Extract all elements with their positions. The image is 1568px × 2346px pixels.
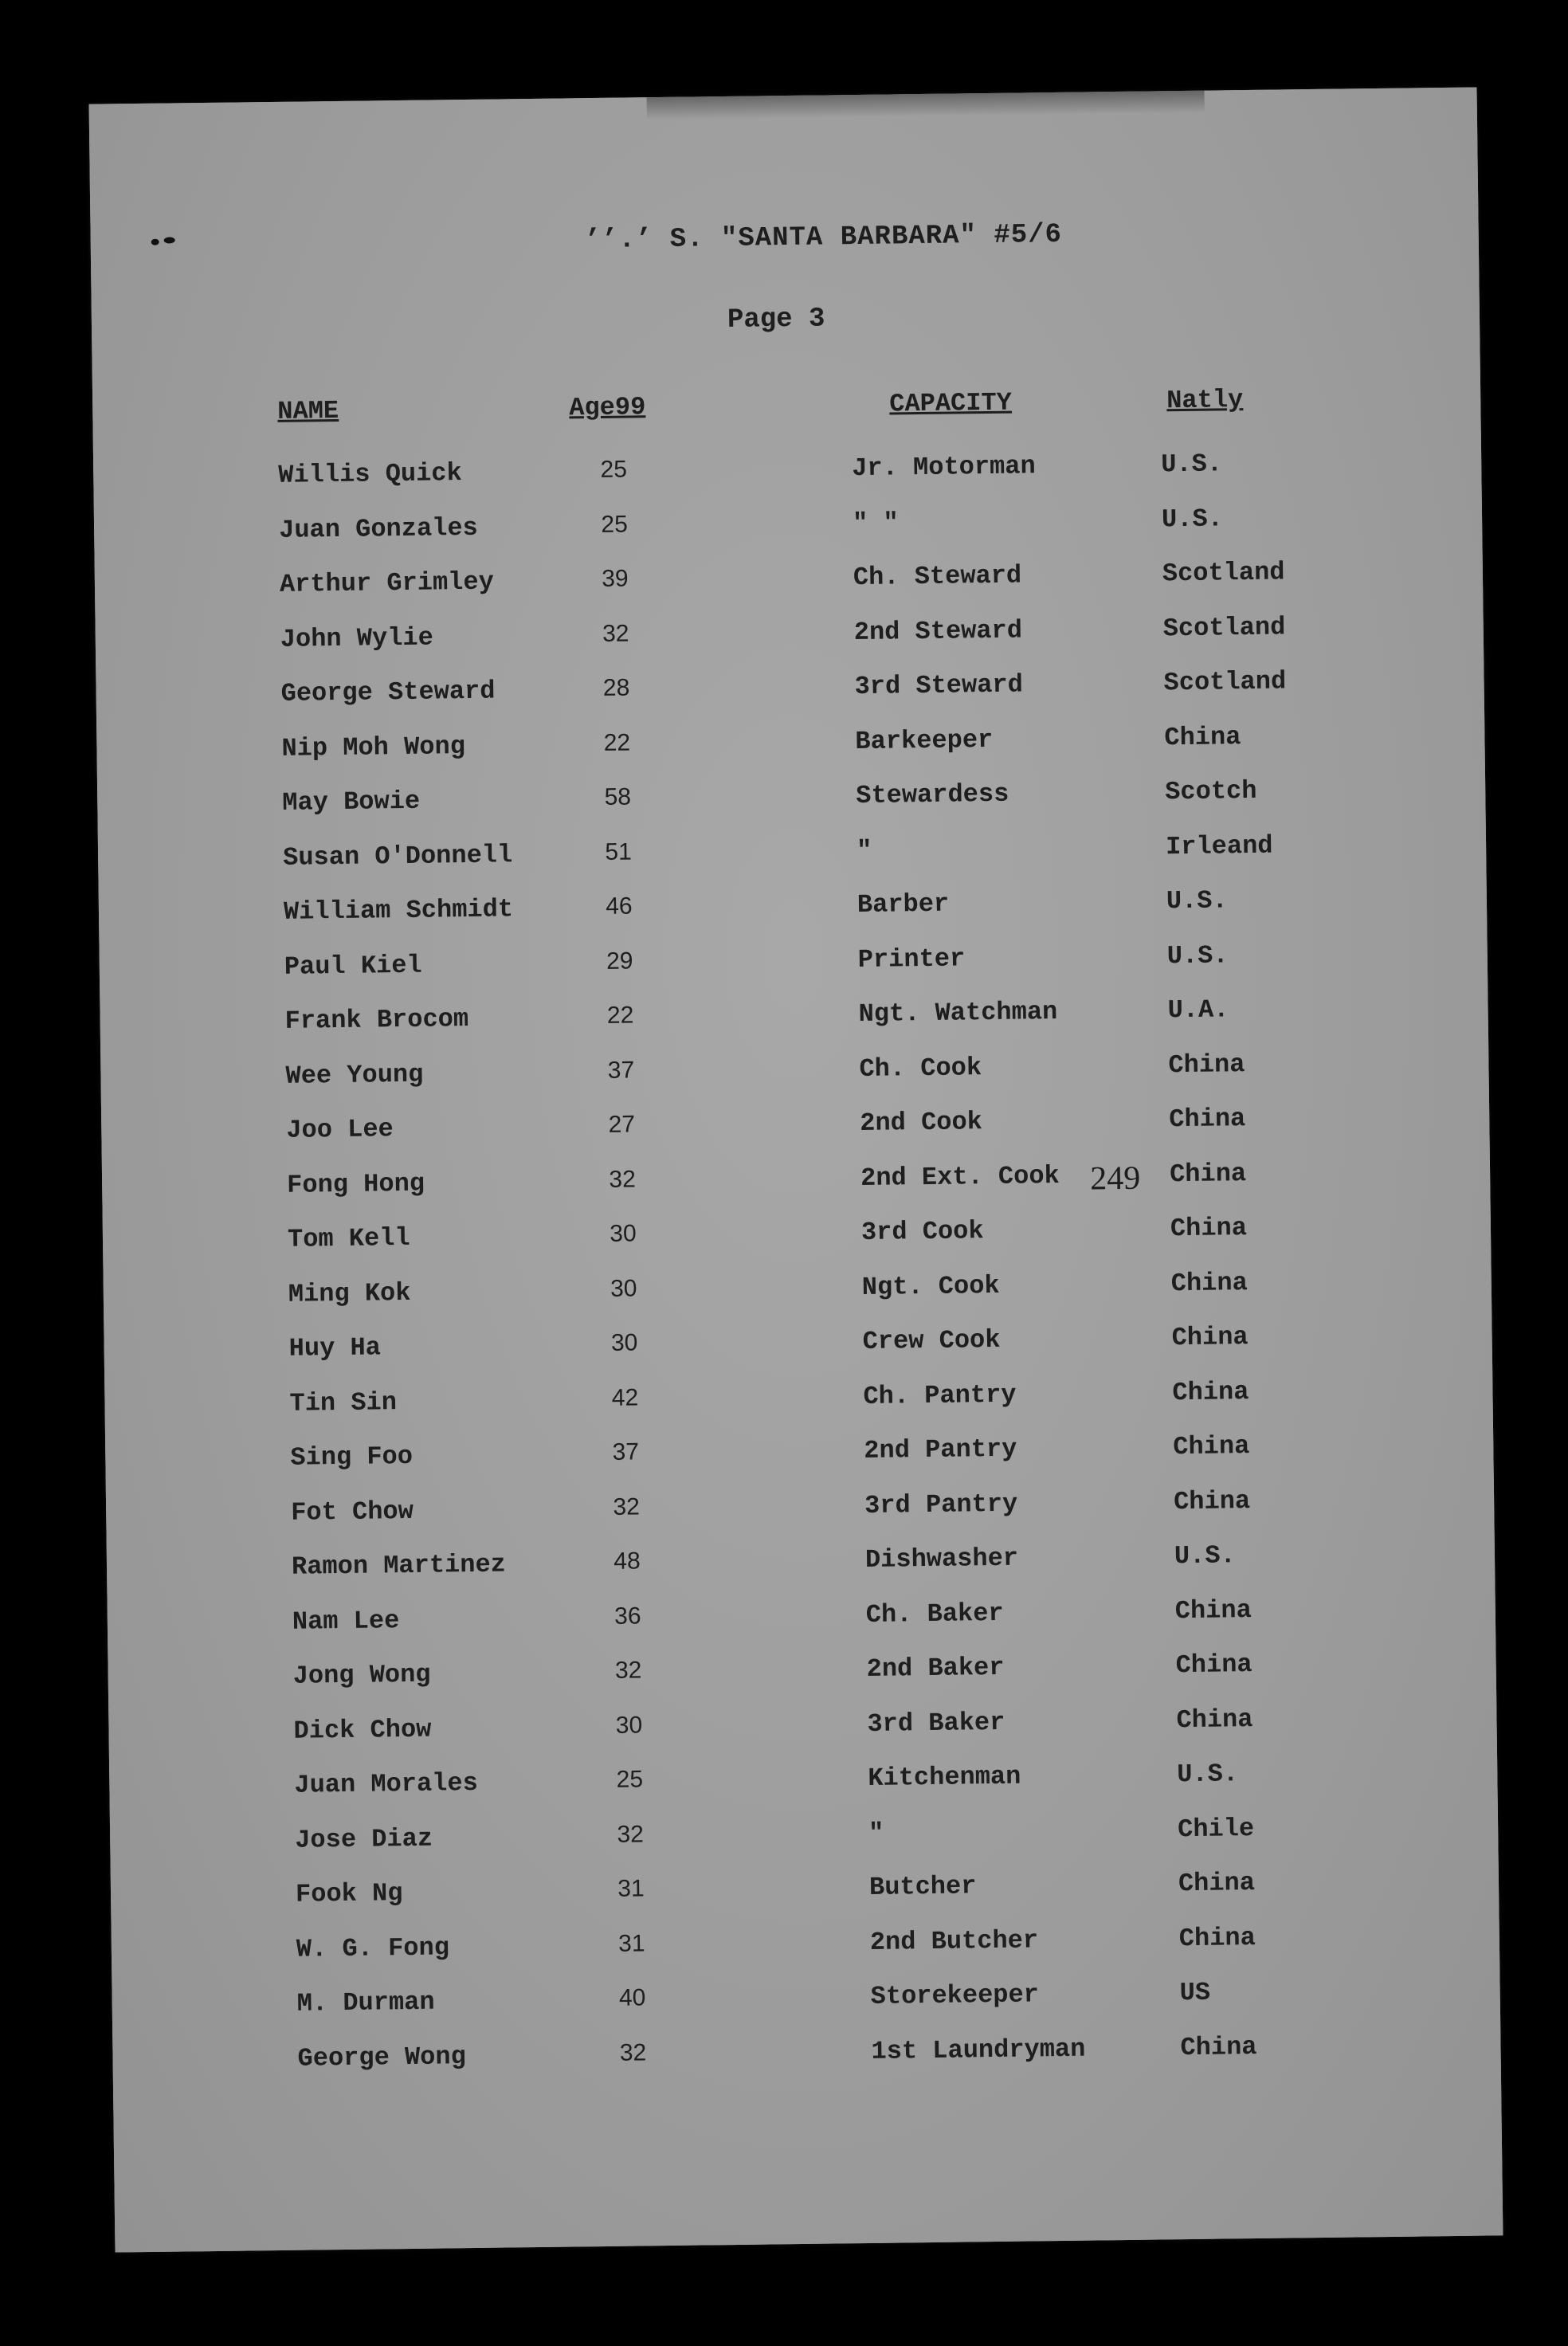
crew-row — [98, 828, 1487, 892]
crew-nationality: China — [1172, 1376, 1249, 1407]
crew-row — [96, 719, 1485, 783]
crew-capacity: Ch. Baker — [865, 1598, 1004, 1630]
crew-capacity: Ngt. Watchman — [858, 996, 1058, 1030]
crew-capacity: " " — [852, 507, 899, 538]
crew-capacity: Barber — [857, 889, 950, 920]
crew-name: Huy Ha — [288, 1332, 382, 1363]
crew-capacity: Jr. Motorman — [852, 451, 1036, 484]
crew-nationality: China — [1168, 1049, 1245, 1080]
crew-row — [99, 882, 1488, 947]
crew-age: 22 — [603, 729, 631, 756]
handwritten-number: 249 — [1089, 1159, 1141, 1198]
crew-row — [102, 1155, 1491, 1220]
crew-age: 36 — [613, 1602, 641, 1630]
crew-nationality: Scotland — [1163, 666, 1287, 698]
crew-capacity: Crew Cook — [862, 1324, 1001, 1356]
crew-nationality: US — [1179, 1977, 1211, 2008]
crew-nationality: U.S. — [1160, 449, 1223, 480]
crew-nationality: U.S. — [1166, 885, 1228, 916]
crew-capacity: Dishwasher — [864, 1543, 1019, 1575]
crew-capacity: 1st Laundryman — [871, 2034, 1086, 2066]
crew-row — [104, 1319, 1492, 1383]
column-header-name: NAME — [277, 395, 339, 426]
crew-row — [105, 1428, 1494, 1493]
crew-name: Joo Lee — [286, 1114, 394, 1145]
crew-row — [93, 445, 1482, 510]
crew-name: Ming Kok — [288, 1277, 411, 1309]
crew-age: 30 — [615, 1711, 643, 1739]
crew-row — [100, 1046, 1489, 1111]
crew-name: Nip Moh Wong — [281, 731, 466, 763]
crew-name: George Wong — [297, 2041, 467, 2073]
crew-name: Susan O'Donnell — [282, 839, 513, 873]
crew-age: 29 — [606, 947, 633, 975]
crew-name: Jose Diaz — [294, 1823, 433, 1855]
crew-name: Dick Chow — [293, 1714, 432, 1746]
crew-capacity: 2nd Ext. Cook — [860, 1160, 1060, 1193]
crew-capacity: " — [868, 1818, 884, 1848]
crew-row — [97, 773, 1486, 838]
crew-capacity: Barkeeper — [855, 724, 994, 756]
crew-name: John Wylie — [280, 622, 434, 654]
crew-capacity: 2nd Butcher — [869, 1924, 1039, 1957]
crew-nationality: Irleand — [1165, 830, 1273, 861]
crew-nationality: China — [1164, 721, 1241, 752]
ink-blot — [164, 237, 175, 243]
crew-age: 25 — [601, 511, 628, 538]
crew-row — [112, 1920, 1500, 1984]
crew-name: W. G. Fong — [296, 1932, 450, 1964]
column-header-capacity: CAPACITY — [889, 387, 1013, 419]
crew-capacity: 3rd Steward — [854, 669, 1024, 702]
crew-nationality: China — [1169, 1158, 1247, 1189]
document-page — [89, 87, 1503, 2252]
crew-age: 32 — [609, 1165, 637, 1193]
crew-capacity: " — [856, 835, 872, 865]
crew-row — [100, 991, 1488, 1056]
crew-row — [111, 1865, 1499, 1929]
crew-age: 39 — [602, 565, 629, 592]
crew-age: 30 — [610, 1220, 637, 1247]
crew-age: 31 — [617, 1929, 645, 1957]
crew-age: 30 — [610, 1274, 637, 1302]
crew-capacity: Kitchenman — [868, 1761, 1021, 1793]
crew-capacity: 3rd Baker — [867, 1707, 1005, 1739]
crew-name: Tin Sin — [289, 1387, 398, 1418]
crew-age: 32 — [613, 1493, 641, 1520]
crew-capacity: Ch. Steward — [853, 560, 1022, 593]
crew-nationality: China — [1178, 1922, 1256, 1953]
crew-nationality: China — [1180, 2031, 1257, 2062]
crew-nationality: U.A. — [1167, 994, 1229, 1026]
crew-age: 32 — [614, 1657, 642, 1684]
crew-age: 32 — [602, 620, 629, 647]
crew-nationality: Scotland — [1162, 611, 1286, 643]
torn-edge — [647, 91, 1205, 120]
crew-age: 58 — [604, 783, 632, 810]
crew-row — [108, 1646, 1497, 1711]
crew-capacity: 3rd Cook — [860, 1216, 984, 1248]
crew-row — [101, 1100, 1490, 1165]
crew-nationality: U.S. — [1161, 503, 1224, 534]
crew-age: 37 — [612, 1438, 640, 1465]
crew-age: 25 — [600, 456, 628, 483]
crew-name: Sing Foo — [290, 1441, 414, 1473]
crew-name: Arthur Grimley — [279, 567, 495, 599]
crew-capacity: Ch. Pantry — [863, 1379, 1017, 1411]
crew-nationality: China — [1173, 1431, 1250, 1462]
crew-age: 31 — [617, 1875, 645, 1902]
crew-nationality: China — [1176, 1704, 1253, 1735]
crew-row — [104, 1374, 1493, 1438]
crew-name: Jong Wong — [292, 1659, 431, 1691]
crew-name: Fook Ng — [295, 1878, 403, 1909]
crew-name: George Steward — [280, 676, 496, 708]
crew-capacity: Printer — [857, 943, 966, 975]
crew-age: 30 — [610, 1329, 638, 1356]
crew-age: 42 — [611, 1383, 639, 1411]
crew-name: Fot Chow — [290, 1496, 414, 1528]
crew-age: 51 — [605, 838, 632, 865]
crew-capacity: Stewardess — [856, 779, 1009, 811]
crew-age: 22 — [606, 1002, 634, 1029]
page-number-label: Page 3 — [727, 304, 825, 335]
crew-age: 37 — [607, 1056, 635, 1084]
crew-name: Tom Kell — [287, 1222, 410, 1254]
crew-row — [112, 2029, 1501, 2093]
crew-nationality: Chile — [1177, 1813, 1255, 1844]
crew-capacity: 2nd Steward — [853, 614, 1023, 647]
crew-nationality: China — [1170, 1267, 1249, 1298]
crew-capacity: Ch. Cook — [859, 1052, 982, 1084]
crew-row — [107, 1537, 1495, 1602]
crew-row — [100, 937, 1488, 1002]
crew-row — [96, 664, 1484, 728]
crew-row — [96, 610, 1484, 674]
crew-nationality: Scotch — [1165, 775, 1257, 807]
column-header-age: Age99 — [569, 392, 646, 423]
crew-capacity: 2nd Cook — [860, 1107, 983, 1139]
crew-name: Paul Kiel — [284, 950, 422, 982]
crew-row — [94, 500, 1483, 565]
crew-capacity: Butcher — [868, 1871, 977, 1902]
crew-nationality: China — [1170, 1213, 1248, 1244]
crew-name: Juan Morales — [294, 1767, 479, 1800]
crew-capacity: Storekeeper — [870, 1979, 1040, 2011]
crew-age: 25 — [616, 1766, 644, 1793]
crew-name: Fong Hong — [286, 1168, 425, 1200]
crew-age: 32 — [617, 1820, 645, 1848]
crew-nationality: China — [1175, 1650, 1252, 1681]
crew-row — [110, 1810, 1499, 1875]
crew-capacity: 2nd Baker — [866, 1652, 1005, 1684]
column-header-nationality: Natly — [1166, 385, 1244, 416]
crew-age: 32 — [619, 2038, 647, 2066]
crew-row — [103, 1210, 1492, 1274]
crew-name: Frank Brocom — [284, 1004, 469, 1036]
crew-nationality: China — [1178, 1868, 1256, 1899]
crew-row — [95, 555, 1484, 619]
document-title: ’’.’ S. "SANTA BARBARA" #5/6 — [584, 219, 1063, 257]
crew-row — [108, 1592, 1496, 1657]
crew-age: 48 — [613, 1548, 641, 1575]
crew-row — [104, 1265, 1492, 1329]
ink-blot — [151, 239, 159, 245]
crew-nationality: Scotland — [1162, 557, 1285, 589]
crew-nationality: U.S. — [1177, 1759, 1239, 1790]
crew-name: Wee Young — [285, 1059, 424, 1091]
crew-nationality: China — [1171, 1322, 1249, 1353]
crew-row — [109, 1756, 1498, 1820]
crew-row — [106, 1483, 1495, 1548]
crew-name: May Bowie — [282, 786, 421, 818]
crew-capacity: 2nd Pantry — [864, 1434, 1017, 1465]
crew-nationality: China — [1174, 1595, 1252, 1626]
crew-name: M. Durman — [296, 1987, 435, 2018]
crew-capacity: Ngt. Cook — [861, 1270, 1000, 1302]
crew-row — [108, 1701, 1497, 1766]
crew-nationality: China — [1173, 1485, 1251, 1516]
crew-age: 40 — [618, 1984, 646, 2011]
crew-nationality: U.S. — [1174, 1540, 1236, 1571]
crew-age: 27 — [608, 1111, 636, 1138]
crew-age: 46 — [606, 892, 633, 920]
crew-age: 28 — [602, 674, 630, 701]
crew-nationality: U.S. — [1166, 940, 1229, 971]
crew-name: Willis Quick — [278, 458, 462, 490]
crew-capacity: 3rd Pantry — [864, 1489, 1018, 1520]
crew-name: Juan Gonzales — [278, 512, 478, 545]
crew-name: Ramon Martinez — [291, 1549, 507, 1582]
crew-name: Nam Lee — [292, 1605, 400, 1637]
crew-nationality: China — [1169, 1104, 1246, 1135]
crew-row — [112, 1974, 1501, 2038]
crew-name: William Schmidt — [283, 894, 514, 927]
